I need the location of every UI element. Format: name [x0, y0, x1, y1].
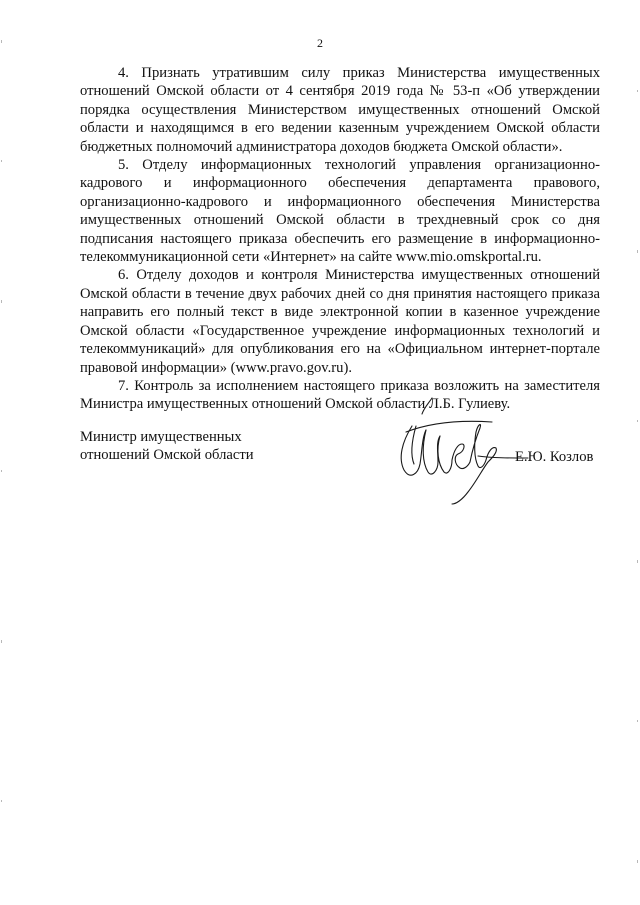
scan-edge-left: [0, 0, 4, 905]
paragraph-4: 4. Признать утратившим силу приказ Министерства имущественных отношений Омской области от 4 сентября 2019 года № 53-п «Об утверждении порядка осуществления Министерством имущественных отношений Омской области и находящимся в его ведении казенным учреждением Омской области бюджетных полномочий администратора доходов бюджета Омской области».: [80, 65, 600, 155]
document-body: [80, 64, 600, 414]
paragraph-7: 7. Контроль за исполнением настоящего приказа возложить на заместителя Министра имущественных отношений Омской области Л.Б. Гулиеву.: [80, 377, 600, 413]
signatory-title-line-2: отношений Омской области: [80, 447, 254, 464]
paragraph-6: 6. Отделу доходов и контроля Министерства имущественных отношений Омской области в течение двух рабочих дней со дня принятия настоящего приказа направить его полный текст в виде электронной копии в казенное учреждение Омской области «Государственное учреждение информационных технологий и телекоммуникаций» для опубликования его на «Официальном интернет-портале правовой информации» (www.pravo.gov.ru).: [80, 267, 600, 376]
signatory-title-line-1: Министр имущественных: [80, 429, 242, 445]
signatory-name: Е.Ю. Козлов: [515, 449, 594, 465]
scan-edge-right: [636, 0, 640, 905]
page-number: 2: [317, 36, 323, 50]
paragraph-5: 5. Отделу информационных технологий управления организационно-кадрового и информационного обеспечения департамента правового, организационно-кадрового и информационного обеспечения Министерства имущественных отношений Омской области в трехдневный срок со дня подписания настоящего приказа обеспечить его размещение в информационно-телекоммуникационной сети «Интернет» на сайте www.mio.omskportal.ru.: [80, 157, 600, 266]
signatory-title: [80, 428, 254, 465]
handwritten-signature: [392, 392, 532, 510]
